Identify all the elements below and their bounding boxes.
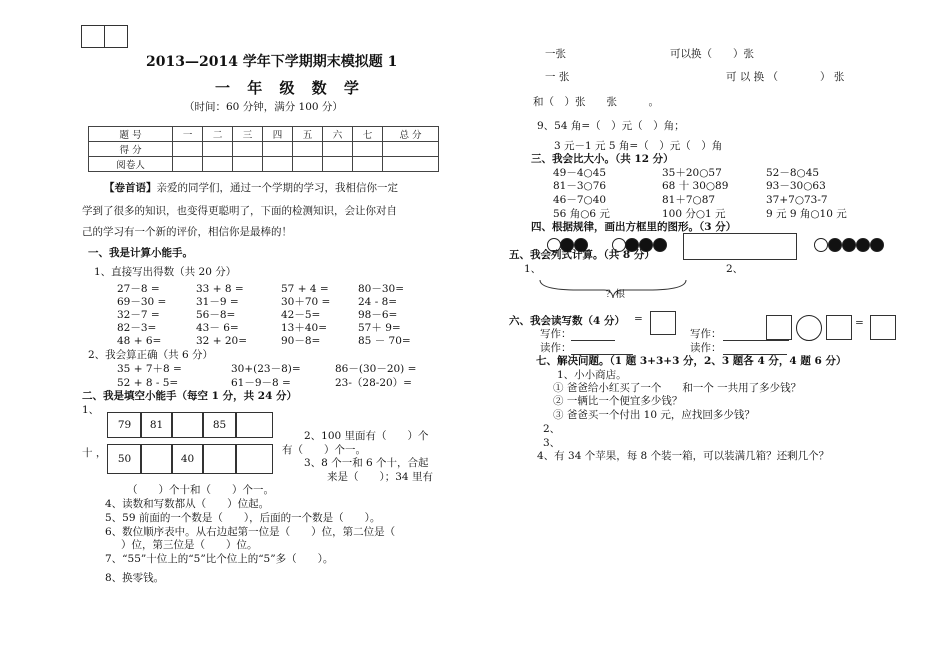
- exchange-line-3: 和（ ）张 张 。: [533, 96, 659, 108]
- section-4-title: 四、根据规律，画出方框里的图形。（3 分）: [531, 221, 737, 233]
- score-header: 三: [233, 127, 263, 142]
- calc-item: 27－8 =: [117, 283, 160, 295]
- s2-q4: 4、读数和写数都从（ ）位起。: [105, 498, 270, 510]
- seat-box-2: [104, 25, 128, 48]
- write-label: 写作：: [690, 328, 722, 340]
- compare-item: 56 角○6 元: [553, 208, 610, 220]
- seq-cell: [107, 444, 142, 474]
- score-header: 五: [293, 127, 323, 142]
- seq-cell[interactable]: [235, 444, 273, 474]
- calc-item: 23-（28-20）=: [335, 377, 412, 389]
- s2-q7: 7、“55”十位上的“5”比个位上的“5”多（ ）。: [105, 553, 334, 565]
- score-cell[interactable]: [263, 142, 293, 157]
- grader-row: [89, 157, 439, 172]
- compare-item: 37+7○73-7: [766, 194, 828, 206]
- score-header: 二: [203, 127, 233, 142]
- s7-q3: 3、: [543, 437, 561, 449]
- compare-item: 9 元 9 角○10 元: [766, 208, 847, 220]
- exchange-line-1a: 一张: [545, 48, 566, 60]
- score-header: 总 分: [383, 127, 439, 142]
- q9-line-2: 3 元－1 元 5 角=（ ）元（ ）角: [554, 140, 723, 152]
- calc-item: 32－7 =: [117, 309, 160, 321]
- seq-value: 50: [117, 453, 132, 465]
- score-cell[interactable]: [383, 142, 439, 157]
- calc-item: 32 + 20=: [196, 335, 247, 347]
- grader-cell[interactable]: [233, 157, 263, 172]
- s2-q8: 8、换零钱。: [105, 572, 165, 584]
- s6-eq-1: =: [634, 313, 643, 325]
- write-line[interactable]: [723, 340, 789, 341]
- score-cell[interactable]: [293, 142, 323, 157]
- pattern-circle-empty: [814, 238, 828, 252]
- compare-item: 52－8○45: [766, 167, 820, 179]
- s1-q2: 2、我会算正确（共 6 分）: [88, 349, 214, 361]
- score-header: 题 号: [89, 127, 173, 142]
- exam-subject: 一 年 级 数 学: [215, 79, 365, 97]
- calc-item: 57 + 4 =: [281, 283, 329, 295]
- seq-cell: [140, 412, 173, 438]
- write-label: 写作：: [540, 328, 572, 340]
- pattern-circle-filled: [856, 238, 870, 252]
- s5-q2-label: 2、: [726, 263, 744, 275]
- s7-q2: 2、: [543, 423, 561, 435]
- score-table-header-row: [89, 127, 439, 142]
- score-row: [89, 142, 439, 157]
- calc-item: 80－30=: [358, 283, 405, 295]
- seq-cell: [202, 412, 237, 438]
- calc-item: 52 + 8 - 5=: [117, 377, 179, 389]
- score-header: 四: [263, 127, 293, 142]
- section-2-title: 二、我是填空小能手（每空 1 分，共 24 分）: [82, 390, 298, 402]
- score-cell[interactable]: [203, 142, 233, 157]
- grader-cell[interactable]: [203, 157, 233, 172]
- compare-item: 100 分○1 元: [662, 208, 726, 220]
- calc-item: 30+(23－8)=: [231, 363, 301, 375]
- score-header: 六: [322, 127, 352, 142]
- exchange-line-2b: 可 以 换 （ ） 张: [726, 71, 845, 83]
- s2-q5: 5、59 前面的一个数是（ ），后面的一个数是（ ）。: [105, 512, 381, 524]
- intro-label: 【卷首语】: [104, 182, 157, 194]
- calc-item: 31－9 =: [196, 296, 239, 308]
- time-note: （时间：60 分钟，满分 100 分）: [184, 101, 343, 113]
- pattern-circle-filled: [653, 238, 667, 252]
- calc-item: 48 + 6=: [117, 335, 162, 347]
- s2-q3-line-2: 来是（ ）；34 里有: [327, 471, 433, 483]
- read-label: 读作：: [540, 342, 572, 354]
- section-5-title: 五、我会列式计算。（共 8 分）: [509, 249, 655, 261]
- grader-cell[interactable]: [322, 157, 352, 172]
- read-label: 读作：: [690, 342, 722, 354]
- score-header: 七: [352, 127, 382, 142]
- pattern-circle-filled: [842, 238, 856, 252]
- grader-cell[interactable]: [263, 157, 293, 172]
- pattern-circle-filled: [828, 238, 842, 252]
- calc-item: 56－8=: [196, 309, 236, 321]
- calc-item: 61－9－8 =: [231, 377, 291, 389]
- abacus-box: [766, 315, 792, 340]
- seq-cell: [107, 412, 142, 438]
- grader-cell[interactable]: [173, 157, 203, 172]
- s2-q3-line-1: 3、8 个一和 6 个十，合起: [304, 457, 429, 469]
- s2-q6-line-1: 6、数位顺序表中。从右边起第一位是（ ）位，第二位是（: [105, 526, 396, 538]
- calc-item: 90－8=: [281, 335, 321, 347]
- seq-value: 40: [180, 453, 195, 465]
- exchange-line-2a: 一 张: [545, 71, 570, 83]
- pattern-answer-box[interactable]: [683, 233, 797, 260]
- seq-cell[interactable]: [202, 444, 237, 474]
- grader-cell[interactable]: [352, 157, 382, 172]
- seq-value: 79: [117, 419, 132, 431]
- seq-cell[interactable]: [140, 444, 173, 474]
- calc-item: 69－30 =: [117, 296, 167, 308]
- number-box[interactable]: [650, 311, 676, 335]
- score-table: [88, 126, 439, 172]
- compare-item: 68 十 30○89: [662, 180, 729, 192]
- compare-item: 49－4○45: [553, 167, 607, 179]
- intro-line-3: 己的学习有一个新的评价，相信你是最棒的！: [82, 226, 292, 238]
- score-header: 一: [173, 127, 203, 142]
- exchange-line-1b: 可以换（ ）张: [670, 48, 754, 60]
- intro-text: 亲爱的同学们，通过一个学期的学习，我相信你一定: [156, 182, 398, 194]
- seq-cell[interactable]: [235, 412, 273, 438]
- s7-q4: 4、有 34 个苹果，每 8 个装一箱，可以装满几箱？还剩几个？: [537, 450, 830, 462]
- calc-item: 30＋70 =: [281, 296, 331, 308]
- seq-cell[interactable]: [171, 412, 204, 438]
- section-7-title: 七、解决问题。（1 题 3+3+3 分，2、3 题各 4 分，4 题 6 分）: [536, 355, 847, 367]
- score-cell[interactable]: [352, 142, 382, 157]
- exam-title: 2013—2014 学年下学期期末模拟题 1: [146, 54, 398, 70]
- s7-q1c: ③ 爸爸买一个付出 10 元，应找回多少钱？: [553, 409, 755, 421]
- calc-item: 35 + 7＋8 =: [117, 363, 182, 375]
- s5-q1-label: 1、: [524, 263, 542, 275]
- section-1-title: 一、我是计算小能手。: [88, 247, 193, 259]
- compare-item: 46－7○40: [553, 194, 607, 206]
- calc-item: 82－3=: [117, 322, 157, 334]
- score-cell[interactable]: [233, 142, 263, 157]
- write-line[interactable]: [571, 340, 615, 341]
- compare-item: 35＋20○57: [662, 167, 722, 179]
- calc-item: 85 － 70=: [358, 335, 411, 347]
- intro-line-1: [104, 182, 398, 195]
- abacus-box: [826, 315, 852, 340]
- s2-q2-line-2: 有（ ）个一。: [282, 444, 366, 456]
- intro-line-2: 学到了很多的知识，也变得更聪明了，下面的检测知识，会让你对自: [82, 205, 397, 217]
- compare-item: 93－30○63: [766, 180, 826, 192]
- seat-box-1: [81, 25, 105, 48]
- grader-cell[interactable]: [383, 157, 439, 172]
- number-box[interactable]: [870, 315, 896, 340]
- calc-item: 13＋40=: [281, 322, 328, 334]
- calc-item: 24 - 8=: [358, 296, 398, 308]
- calc-item: 42－5=: [281, 309, 321, 321]
- s7-q1: 1、小小商店。: [557, 369, 627, 381]
- s1-q1: 1、直接写出得数（共 20 分）: [94, 266, 237, 278]
- s2-q6-line-2: ）位，第三位是（ ）位。: [121, 539, 258, 551]
- s2-q2-line-1: 2、100 里面有（ ）个: [304, 430, 429, 442]
- s2-q1-label: 1、: [82, 404, 100, 416]
- compare-item: 81－3○76: [553, 180, 607, 192]
- abacus-circle: [796, 315, 822, 341]
- grader-cell[interactable]: [293, 157, 323, 172]
- calc-item: 86－(30－20) =: [335, 363, 417, 375]
- seq-value: 85: [212, 419, 227, 431]
- s7-q1a: ① 爸爸给小红买了一个 和一个 一共用了多少钱？: [553, 382, 802, 394]
- q9-line-1: 9、54 角=（ ）元（ ）角；: [537, 120, 685, 132]
- score-row-label: 得 分: [89, 142, 173, 157]
- section-3-title: 三、我会比大小。（共 12 分）: [531, 153, 674, 165]
- compare-item: 81＋7○87: [662, 194, 716, 206]
- grader-row-label: 阅卷人: [89, 157, 173, 172]
- s6-eq-2: =: [855, 317, 864, 329]
- pattern-circle-filled: [870, 238, 884, 252]
- calc-item: 98－6=: [358, 309, 398, 321]
- seq-cell: [171, 444, 204, 474]
- section-6-title: 六、我会读写数（4 分）: [509, 315, 625, 327]
- calc-item: 33 + 8 =: [196, 283, 244, 295]
- calc-item: 57＋ 9=: [358, 322, 401, 334]
- calc-item: 43－ 6=: [196, 322, 239, 334]
- score-cell[interactable]: [322, 142, 352, 157]
- s2-q3-line-3: （ ）个十和（ ）个一。: [127, 484, 274, 496]
- s7-q1b: ② 一辆比一个便宜多少钱？: [553, 395, 683, 407]
- brace-label: ？根: [606, 289, 626, 300]
- score-cell[interactable]: [173, 142, 203, 157]
- seq-value: 81: [149, 419, 164, 431]
- s2-side-label: 十 ，: [82, 447, 107, 459]
